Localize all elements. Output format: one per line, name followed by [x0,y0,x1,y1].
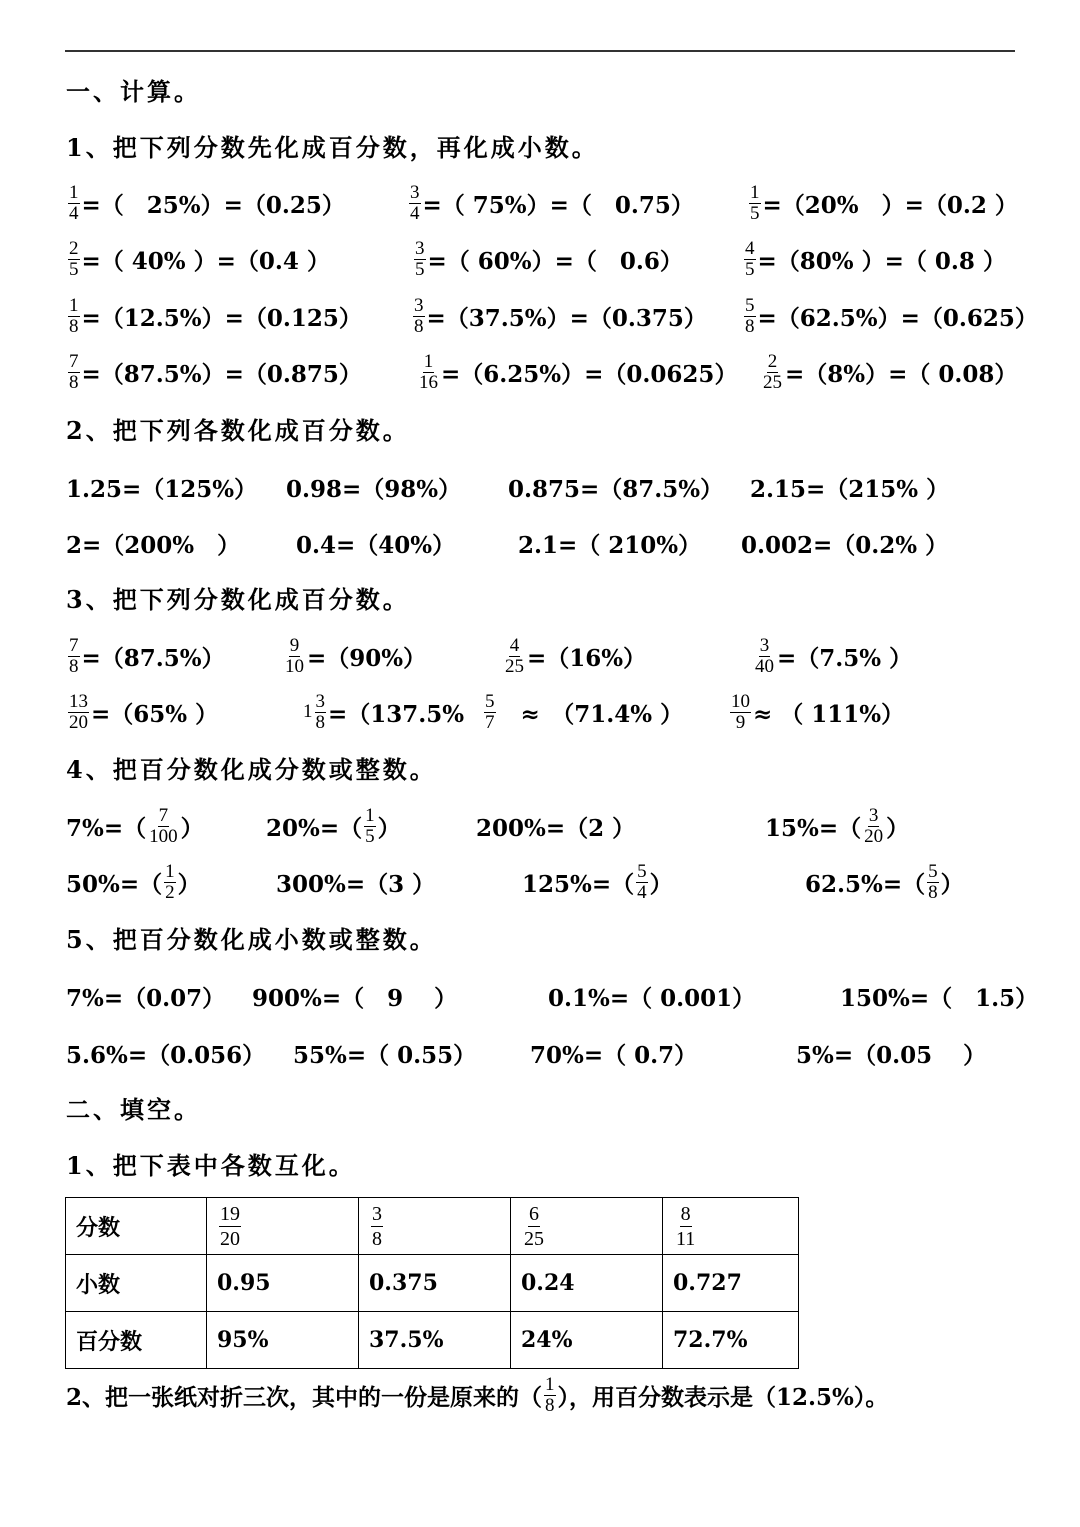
q1-item: $\frac{5}{8}$ =（62.5%）=（0.625） [745,294,1038,337]
conversion-table [65,1197,799,1369]
table-cell: $\frac{3}{8}$ [359,1198,511,1255]
q3-title: 3、把下列分数化成百分数。 [66,585,410,614]
q1-item: $\frac{3}{8}$ =（37.5%）=（0.375） [414,294,707,337]
q1-title: 1、把下列分数先化成百分数，再化成小数。 [66,133,599,162]
q1-item: $\frac{1}{8}$ =（12.5%）=（0.125） [69,294,362,337]
q2-item: 2.15=（215% ） [750,475,950,503]
q4-item: 300%=（3 ） [276,870,436,898]
q4-title: 4、把百分数化成分数或整数。 [66,755,437,784]
q5-title: 5、把百分数化成小数或整数。 [66,925,437,954]
q3-item: $\frac{3}{40}$ =（7.5% ） [755,634,913,677]
q3-item: $\frac{7}{8}$ =（87.5%） [69,634,225,677]
table-cell: $\frac{19}{20}$ [207,1198,359,1255]
table-cell: 0.375 [359,1255,511,1312]
q2-item: 0.4=（40%） [296,531,456,559]
q4-item: 15%=（ $\frac{3}{20}$ ） [765,804,910,847]
table-cell: 0.727 [663,1255,799,1312]
q2-item: 2.1=（ 210%） [518,531,702,559]
q2-item: 0.875=（87.5%） [508,475,724,503]
table-row [66,1312,799,1369]
q2-title: 2、把下列各数化成百分数。 [66,416,410,445]
q2-item: 0.002=（0.2% ） [741,531,949,559]
q2-item: 1.25=（125%） [66,475,258,503]
table-cell: 72.7% [663,1312,799,1369]
table-cell: 95% [207,1312,359,1369]
q3-item: $\frac{9}{10}$ =（90%） [285,634,427,677]
q2-item: 0.98=（98%） [286,475,462,503]
q4-item: 200%=（2 ） [476,814,636,842]
table-cell: 24% [511,1312,663,1369]
q1-item: $\frac{1}{5}$ =（20% ）=（0.2 ） [750,181,1018,224]
table-cell: 0.95 [207,1255,359,1312]
q1-item: $\frac{7}{8}$ =（87.5%）=（0.875） [69,350,362,393]
q2-item: 2=（200% ） [66,531,241,559]
q5-item: 5%=（0.05 ） [796,1041,987,1069]
table-row [66,1255,799,1312]
q5-item: 5.6%=（0.056） [66,1041,266,1069]
section2-title: 二、填空。 [66,1095,201,1124]
section1-title: 一、计算。 [66,77,201,106]
q3-item: $\frac{4}{25}$ =（16%） [505,634,647,677]
q1-item: $\frac{3}{5}$ =（ 60%）=（ 0.6） [415,237,683,280]
q5-item: 7%=（0.07） [66,984,226,1012]
s2-q2: 2、把一张纸对折三次，其中的一份是原来的（ $\frac{1}{8}$ ），用百分数表示是（12.5%）。 [66,1373,889,1416]
q5-item: 150%=（ 1.5） [840,984,1039,1012]
q3-item: 1 $\frac{3}{8}$ =（137.5% [303,690,465,733]
q1-item: $\frac{2}{5}$ =（ 40% ）=（0.4 ） [69,237,330,280]
row-label-fraction: 分数 [66,1198,207,1255]
table-cell: 0.24 [511,1255,663,1312]
q1-item: $\frac{4}{5}$ =（80% ）=（ 0.8 ） [745,237,1006,280]
q1-item: $\frac{1}{4}$ =（ 25%）=（0.25） [69,181,345,224]
q3-item: $\frac{13}{20}$ =（65% ） [69,690,219,733]
q5-item: 55%=（ 0.55） [293,1041,477,1069]
top-rule [65,50,1015,52]
table-cell: 37.5% [359,1312,511,1369]
q5-item: 0.1%=（ 0.001） [548,984,756,1012]
table-cell: $\frac{6}{25}$ [511,1198,663,1255]
q4-item: 125%=（ $\frac{5}{4}$ ） [522,860,673,903]
q5-item: 70%=（ 0.7） [530,1041,698,1069]
q3-item: $\frac{5}{7}$ ≈ （71.4% ） [485,690,684,733]
row-label-decimal: 小数 [66,1255,207,1312]
q4-item: 50%=（ $\frac{1}{2}$ ） [66,860,201,903]
s2-q1-title: 1、把下表中各数互化。 [66,1151,356,1180]
row-label-percent: 百分数 [66,1312,207,1369]
q4-item: 20%=（ $\frac{1}{5}$ ） [266,804,401,847]
q1-item: $\frac{2}{25}$ =（8%）=（ 0.08） [763,350,1018,393]
q4-item: 62.5%=（ $\frac{5}{8}$ ） [805,860,964,903]
q4-item: 7%=（ $\frac{7}{100}$ ） [66,804,204,847]
q1-item: $\frac{1}{16}$ =（6.25%）=（0.0625） [419,350,738,393]
table-cell: $\frac{8}{11}$ [663,1198,799,1255]
q1-item: $\frac{3}{4}$ =（ 75%）=（ 0.75） [410,181,694,224]
q3-item: $\frac{10}{9}$ ≈ （ 111%） [731,690,905,733]
q5-item: 900%=（ 9 ） [252,984,458,1012]
table-row [66,1198,799,1255]
